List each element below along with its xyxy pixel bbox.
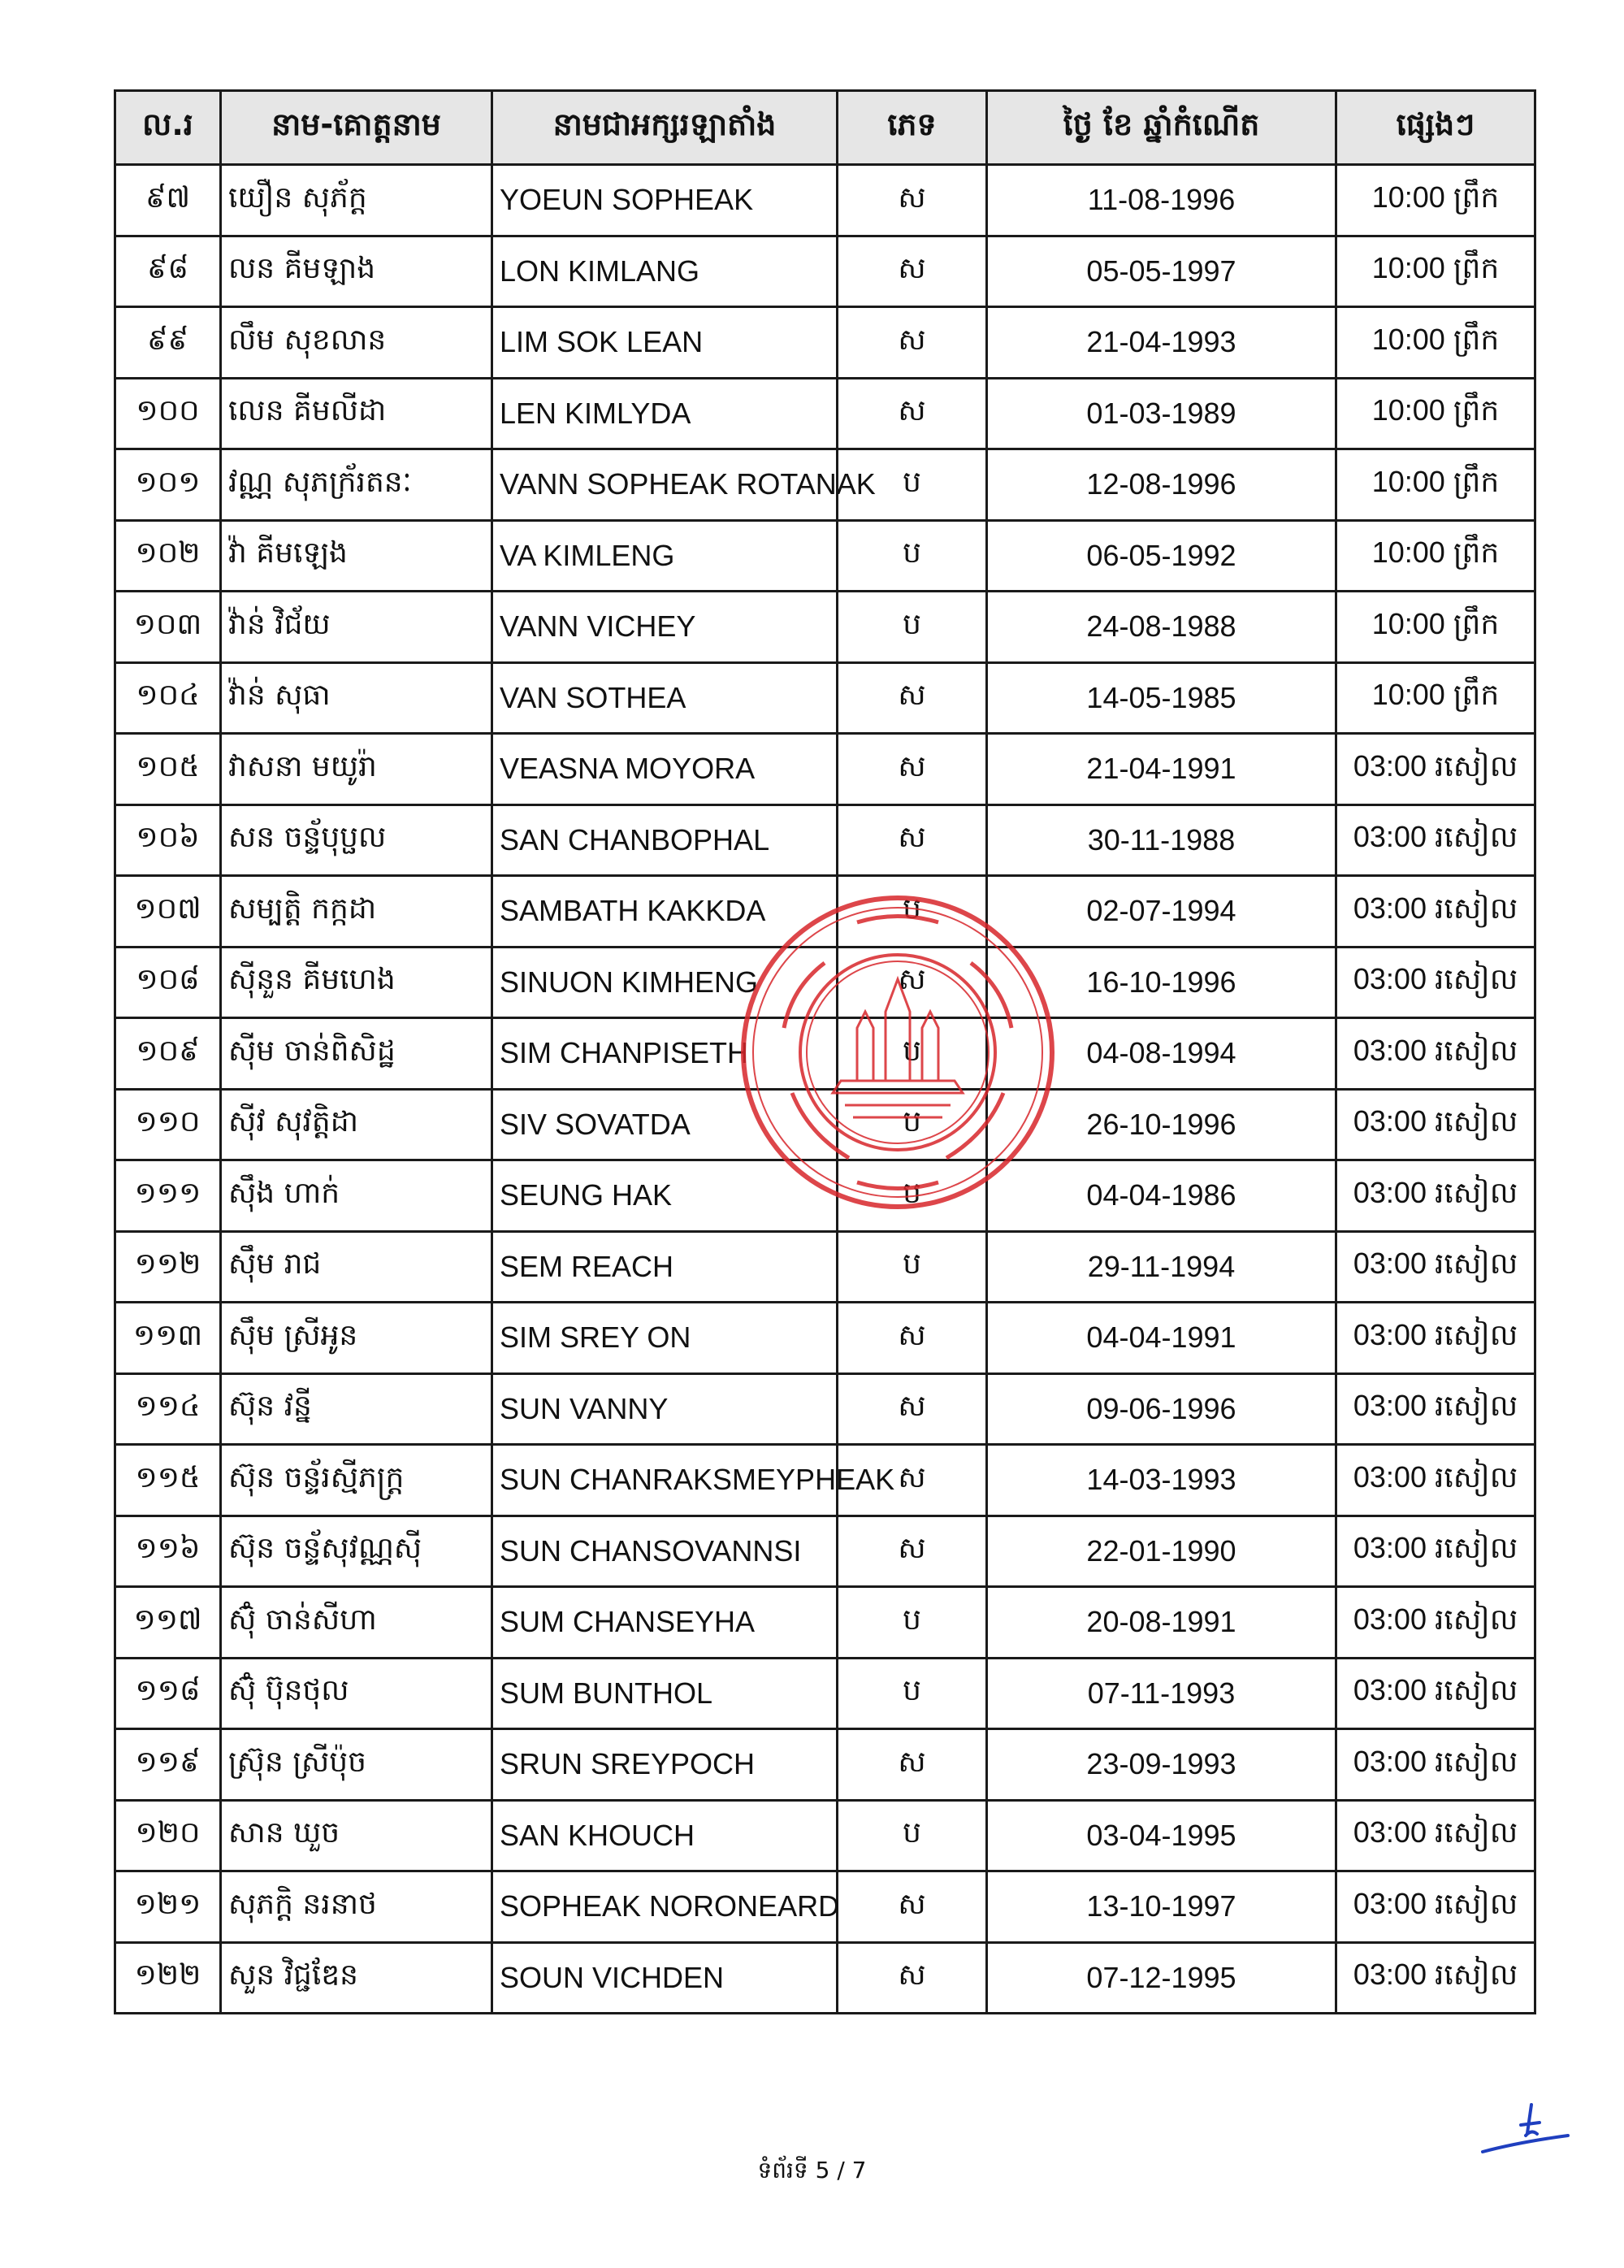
cell-no: ១២០ (115, 1800, 221, 1871)
cell-note: 03:00 រសៀល (1336, 876, 1535, 948)
cell-note: 03:00 រសៀល (1336, 1942, 1535, 2014)
cell-sex: ប (838, 1231, 987, 1303)
cell-name-kh: សាន ឃួច (221, 1800, 492, 1871)
cell-name-kh: យឿន សុភ័ក្ត (221, 165, 492, 236)
header-sex: ភេទ (838, 91, 987, 165)
cell-note: 03:00 រសៀល (1336, 1729, 1535, 1801)
header-name-kh: នាម-គោត្តនាម (221, 91, 492, 165)
cell-no: ១១២ (115, 1231, 221, 1303)
cell-name-kh: ស៊ឹម ស្រីអូន (221, 1303, 492, 1374)
cell-name-kh: វ៉ាន់ សុធា (221, 662, 492, 734)
cell-note: 03:00 រសៀល (1336, 1231, 1535, 1303)
candidate-table (114, 89, 1536, 2014)
table-row (115, 734, 1535, 805)
table-row (115, 165, 1535, 236)
cell-dob: 20-08-1991 (987, 1587, 1336, 1659)
cell-name-kh: លេន គីមលីដា (221, 378, 492, 449)
cell-dob: 03-04-1995 (987, 1800, 1336, 1871)
cell-name-kh: ស៊ុន ចន្ទ័រស្មីភក្ត្រ (221, 1445, 492, 1516)
cell-dob: 06-05-1992 (987, 520, 1336, 592)
table-row (115, 1303, 1535, 1374)
cell-dob: 24-08-1988 (987, 592, 1336, 663)
cell-name-latin: SUM CHANSEYHA (492, 1587, 838, 1659)
cell-sex: ប (838, 876, 987, 948)
cell-name-latin: VA KIMLENG (492, 520, 838, 592)
cell-no: ១២២ (115, 1942, 221, 2014)
cell-dob: 16-10-1996 (987, 947, 1336, 1018)
cell-no: ១១៩ (115, 1729, 221, 1801)
cell-note: 03:00 រសៀល (1336, 1373, 1535, 1445)
cell-name-kh: លឹម សុខលាន (221, 307, 492, 379)
cell-note: 10:00 ព្រឹក (1336, 449, 1535, 521)
cell-no: ១១៧ (115, 1587, 221, 1659)
cell-name-latin: SAMBATH KAKKDA (492, 876, 838, 948)
cell-no: ១១០ (115, 1089, 221, 1160)
cell-no: ១១១ (115, 1160, 221, 1232)
cell-no: ៩៧ (115, 165, 221, 236)
table-row (115, 1445, 1535, 1516)
cell-name-latin: SOPHEAK NORONEARD (492, 1871, 838, 1943)
cell-note: 03:00 រសៀល (1336, 734, 1535, 805)
cell-note: 10:00 ព្រឹក (1336, 662, 1535, 734)
cell-name-latin: LON KIMLANG (492, 236, 838, 307)
table-row (115, 378, 1535, 449)
table-row (115, 520, 1535, 592)
cell-name-latin: SRUN SREYPOCH (492, 1729, 838, 1801)
cell-note: 03:00 រសៀល (1336, 1303, 1535, 1374)
table-row (115, 1018, 1535, 1090)
cell-sex: ស (838, 947, 987, 1018)
cell-dob: 23-09-1993 (987, 1729, 1336, 1801)
cell-note: 03:00 រសៀល (1336, 1871, 1535, 1943)
header-no: ល.រ (115, 91, 221, 165)
table-row (115, 1516, 1535, 1587)
cell-name-latin: SUM BUNTHOL (492, 1658, 838, 1729)
table-row (115, 449, 1535, 521)
cell-note: 10:00 ព្រឹក (1336, 378, 1535, 449)
cell-name-latin: SIM CHANPISETH (492, 1018, 838, 1090)
cell-sex: ស (838, 1871, 987, 1943)
table-row (115, 1800, 1535, 1871)
cell-sex: ប (838, 1800, 987, 1871)
cell-name-latin: SEUNG HAK (492, 1160, 838, 1232)
table-row (115, 236, 1535, 307)
cell-no: ១១៦ (115, 1516, 221, 1587)
cell-note: 03:00 រសៀល (1336, 1587, 1535, 1659)
table-row (115, 876, 1535, 948)
cell-dob: 04-04-1986 (987, 1160, 1336, 1232)
cell-no: ១០២ (115, 520, 221, 592)
cell-sex: ស (838, 662, 987, 734)
cell-note: 03:00 រសៀល (1336, 1800, 1535, 1871)
cell-sex: ប (838, 520, 987, 592)
cell-dob: 21-04-1993 (987, 307, 1336, 379)
cell-note: 03:00 រសៀល (1336, 1658, 1535, 1729)
signature-icon (1470, 2088, 1576, 2162)
cell-no: ១០៤ (115, 662, 221, 734)
cell-dob: 02-07-1994 (987, 876, 1336, 948)
table-row (115, 1871, 1535, 1943)
cell-name-latin: SUN CHANRAKSMEYPHEAK (492, 1445, 838, 1516)
cell-name-latin: YOEUN SOPHEAK (492, 165, 838, 236)
cell-name-latin: SINUON KIMHENG (492, 947, 838, 1018)
cell-note: 10:00 ព្រឹក (1336, 165, 1535, 236)
cell-note: 10:00 ព្រឹក (1336, 592, 1535, 663)
cell-no: ១១៣ (115, 1303, 221, 1374)
cell-sex: ស (838, 1729, 987, 1801)
cell-dob: 26-10-1996 (987, 1089, 1336, 1160)
cell-name-kh: ស៊ុំ ចាន់សីហា (221, 1587, 492, 1659)
cell-no: ១០៧ (115, 876, 221, 948)
cell-name-kh: វណ្ណ សុភក្រ័រតនៈ (221, 449, 492, 521)
table-row (115, 1658, 1535, 1729)
cell-dob: 01-03-1989 (987, 378, 1336, 449)
cell-no: ១១៤ (115, 1373, 221, 1445)
cell-note: 03:00 រសៀល (1336, 1516, 1535, 1587)
cell-sex: ស (838, 1942, 987, 2014)
cell-note: 03:00 រសៀល (1336, 1089, 1535, 1160)
cell-name-kh: ស៊ីនួន គីមហេង (221, 947, 492, 1018)
cell-name-kh: លន គីមឡាង (221, 236, 492, 307)
cell-name-latin: VAN SOTHEA (492, 662, 838, 734)
cell-name-latin: LEN KIMLYDA (492, 378, 838, 449)
cell-sex: ស (838, 734, 987, 805)
cell-no: ១០៦ (115, 804, 221, 876)
table-header-row (115, 91, 1535, 165)
cell-no: ១១៥ (115, 1445, 221, 1516)
cell-sex: ស (838, 1445, 987, 1516)
cell-note: 10:00 ព្រឹក (1336, 520, 1535, 592)
table-row (115, 1089, 1535, 1160)
cell-name-kh: សួន វិជ្ជឌែន (221, 1942, 492, 2014)
cell-note: 03:00 រសៀល (1336, 1160, 1535, 1232)
cell-name-latin: LIM SOK LEAN (492, 307, 838, 379)
table-row (115, 307, 1535, 379)
cell-dob: 13-10-1997 (987, 1871, 1336, 1943)
cell-name-kh: សុភក្តិ នរនាថ (221, 1871, 492, 1943)
cell-name-latin: SEM REACH (492, 1231, 838, 1303)
cell-sex: ស (838, 236, 987, 307)
cell-name-kh: ស៊ឹម រាជ (221, 1231, 492, 1303)
cell-dob: 14-03-1993 (987, 1445, 1336, 1516)
cell-no: ៩៨ (115, 236, 221, 307)
cell-no: ១១៨ (115, 1658, 221, 1729)
cell-no: ៩៩ (115, 307, 221, 379)
cell-name-kh: ស៊ុន ចន្ទ័សុវណ្ណស៊ី (221, 1516, 492, 1587)
table-row (115, 1729, 1535, 1801)
cell-name-kh: វ៉ា គីមឡេង (221, 520, 492, 592)
cell-dob: 11-08-1996 (987, 165, 1336, 236)
cell-no: ១០៩ (115, 1018, 221, 1090)
cell-no: ១០៣ (115, 592, 221, 663)
page-number: ទំព័រទី 5 / 7 (757, 2157, 867, 2183)
cell-no: ១០០ (115, 378, 221, 449)
table-row (115, 1587, 1535, 1659)
cell-name-latin: SUN VANNY (492, 1373, 838, 1445)
cell-name-latin: VEASNA MOYORA (492, 734, 838, 805)
cell-sex: ប (838, 1018, 987, 1090)
cell-dob: 09-06-1996 (987, 1373, 1336, 1445)
cell-name-kh: ស៊ុន វន្នី (221, 1373, 492, 1445)
cell-name-kh: វាសនា មយូរ៉ា (221, 734, 492, 805)
cell-name-kh: ស្រ៊ុន ស្រីប៉ុច (221, 1729, 492, 1801)
cell-note: 03:00 រសៀល (1336, 1445, 1535, 1516)
header-note: ផ្សេងៗ (1336, 91, 1535, 165)
cell-name-latin: VANN VICHEY (492, 592, 838, 663)
cell-dob: 07-12-1995 (987, 1942, 1336, 2014)
cell-name-latin: SAN KHOUCH (492, 1800, 838, 1871)
cell-name-latin: SOUN VICHDEN (492, 1942, 838, 2014)
cell-name-kh: វ៉ាន់ វិជ័យ (221, 592, 492, 663)
cell-no: ១០១ (115, 449, 221, 521)
cell-note: 03:00 រសៀល (1336, 1018, 1535, 1090)
cell-no: ១០៨ (115, 947, 221, 1018)
cell-sex: ប (838, 1160, 987, 1232)
cell-sex: ស (838, 165, 987, 236)
cell-name-kh: សម្បត្តិ កក្កដា (221, 876, 492, 948)
cell-no: ១២១ (115, 1871, 221, 1943)
cell-dob: 22-01-1990 (987, 1516, 1336, 1587)
cell-sex: ប (838, 1089, 987, 1160)
cell-dob: 12-08-1996 (987, 449, 1336, 521)
cell-name-latin: SAN CHANBOPHAL (492, 804, 838, 876)
cell-note: 03:00 រសៀល (1336, 947, 1535, 1018)
table-row (115, 804, 1535, 876)
cell-name-kh: សន ចន្ទ័បុប្ផល (221, 804, 492, 876)
cell-name-latin: SIM SREY ON (492, 1303, 838, 1374)
cell-note: 03:00 រសៀល (1336, 804, 1535, 876)
cell-name-latin: VANN SOPHEAK ROTANAK (492, 449, 838, 521)
header-dob: ថ្ងៃ ខែ ឆ្នាំកំណើត (987, 91, 1336, 165)
table-row (115, 947, 1535, 1018)
cell-name-kh: ស៊ុំ ប៊ុនថុល (221, 1658, 492, 1729)
cell-no: ១០៥ (115, 734, 221, 805)
cell-dob: 30-11-1988 (987, 804, 1336, 876)
cell-sex: ប (838, 1587, 987, 1659)
cell-name-latin: SUN CHANSOVANNSI (492, 1516, 838, 1587)
table-body (115, 165, 1535, 2014)
cell-sex: ប (838, 449, 987, 521)
cell-dob: 14-05-1985 (987, 662, 1336, 734)
cell-name-latin: SIV SOVATDA (492, 1089, 838, 1160)
cell-sex: ស (838, 1303, 987, 1374)
cell-sex: ស (838, 1516, 987, 1587)
cell-note: 10:00 ព្រឹក (1336, 236, 1535, 307)
cell-sex: ស (838, 1373, 987, 1445)
cell-dob: 04-04-1991 (987, 1303, 1336, 1374)
cell-dob: 07-11-1993 (987, 1658, 1336, 1729)
table-row (115, 1373, 1535, 1445)
cell-dob: 29-11-1994 (987, 1231, 1336, 1303)
cell-sex: ស (838, 378, 987, 449)
cell-dob: 05-05-1997 (987, 236, 1336, 307)
header-name-latin: នាមជាអក្សរឡាតាំង (492, 91, 838, 165)
cell-dob: 21-04-1991 (987, 734, 1336, 805)
cell-sex: ប (838, 592, 987, 663)
cell-sex: ស (838, 804, 987, 876)
cell-dob: 04-08-1994 (987, 1018, 1336, 1090)
cell-sex: ប (838, 1658, 987, 1729)
table-row (115, 1231, 1535, 1303)
cell-name-kh: ស៊ឹង ហាក់ (221, 1160, 492, 1232)
cell-sex: ស (838, 307, 987, 379)
table-row (115, 1942, 1535, 2014)
table-row (115, 592, 1535, 663)
cell-name-kh: ស៊ីម ចាន់ពិសិដ្ឋ (221, 1018, 492, 1090)
table-row (115, 1160, 1535, 1232)
cell-name-kh: ស៊ីវ សុវត្តិដា (221, 1089, 492, 1160)
cell-note: 10:00 ព្រឹក (1336, 307, 1535, 379)
table-row (115, 662, 1535, 734)
